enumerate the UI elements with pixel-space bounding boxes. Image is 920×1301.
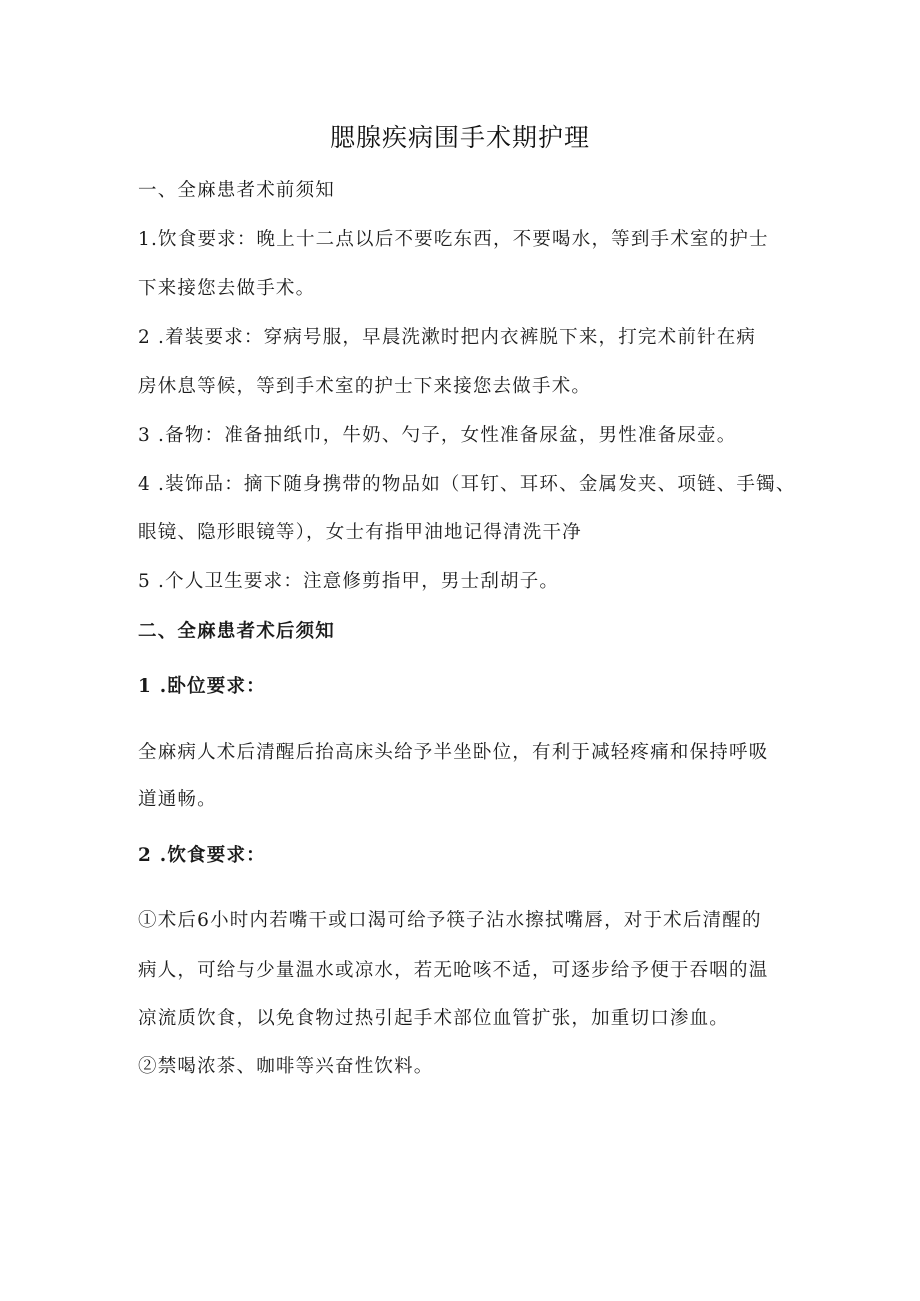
section-heading-postop: 二、全麻患者术后须知 [138, 621, 336, 642]
paragraph-line: 3 .备物：准备抽纸巾，牛奶、勺子，女性准备尿盆，男性准备尿壶。 [138, 425, 737, 446]
paragraph-line: 眼镜、隐形眼镜等），女士有指甲油地记得清洗干净 [138, 522, 582, 543]
paragraph-line: 房休息等候，等到手术室的护士下来接您去做手术。 [138, 376, 592, 397]
paragraph-line: 5 .个人卫生要求：注意修剪指甲，男士刮胡子。 [138, 571, 560, 592]
paragraph-line: 全麻病人术后清醒后抬高床头给予半坐卧位，有利于减轻疼痛和保持呼吸 [138, 742, 769, 763]
paragraph-line: 病人，可给与少量温水或凉水，若无呛咳不适，可逐步给予便于吞咽的温 [138, 960, 769, 981]
paragraph-line: 4 .装饰品：摘下随身携带的物品如（耳钉、耳环、金属发夹、项链、手镯、 [138, 474, 796, 495]
paragraph-line: 1.饮食要求：晚上十二点以后不要吃东西，不要喝水，等到手术室的护士 [138, 229, 769, 250]
paragraph-line: 道通畅。 [138, 789, 217, 810]
paragraph-line: 凉流质饮食，以免食物过热引起手术部位血管扩张，加重切口渗血。 [138, 1008, 730, 1029]
document-title: 腮腺疾病围手术期护理 [329, 123, 590, 152]
section-heading-preop: 一、全麻患者术前须知 [138, 180, 336, 201]
paragraph-line: 2 .着装要求：穿病号服，早晨洗漱时把内衣裤脱下来，打完术前针在病 [138, 327, 757, 348]
paragraph-line: ①术后6小时内若嘴干或口渴可给予筷子沾水擦拭嘴唇，对于术后清醒的 [138, 910, 762, 931]
paragraph-line: ②禁喝浓茶、咖啡等兴奋性饮料。 [138, 1056, 434, 1077]
subheading-position: 1 .卧位要求： [138, 676, 266, 697]
paragraph-line: 下来接您去做手术。 [138, 278, 316, 299]
subheading-diet: 2 .饮食要求： [138, 845, 266, 866]
